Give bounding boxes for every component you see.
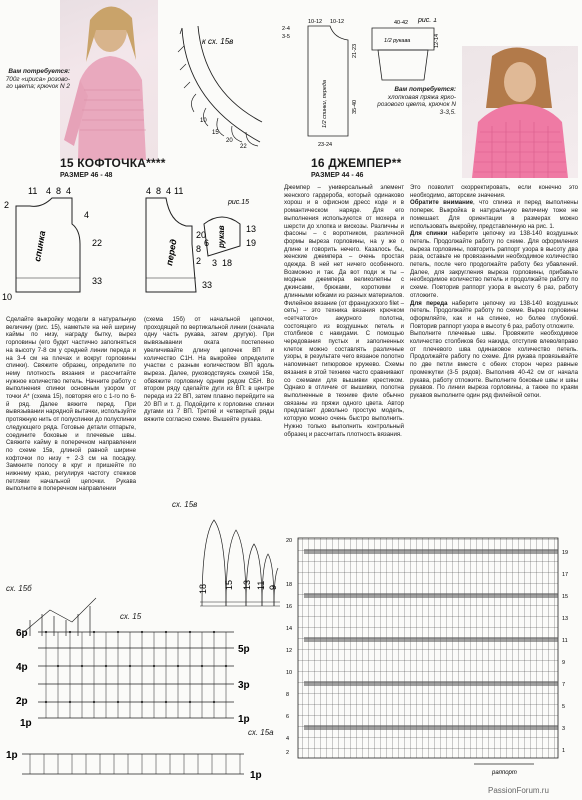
left-needed-box <box>2 68 70 91</box>
model-16-photo <box>462 46 578 178</box>
col4-back-head: Для спинки <box>410 230 448 238</box>
front-dim-side-1: 20 <box>196 230 207 240</box>
arc-number-15: 15 <box>224 579 234 590</box>
right-needed-text: хлопковая пряжа ярко-розового цвета, крючок N 3-3,5. <box>377 93 456 116</box>
half-sleeve-label: 1/2 рукава <box>384 38 411 44</box>
site-watermark: PassionForum.ru <box>488 786 549 795</box>
filet-row-3: 3 <box>562 726 566 732</box>
fig-15-label: рис.15 <box>228 199 250 206</box>
scheme-15a <box>0 734 280 798</box>
sleeve-dim-2: 19 <box>246 238 257 248</box>
col4-front-head: Для переда <box>410 299 448 307</box>
front-dim-side-2: 8 <box>196 244 202 254</box>
back-dim-top-3: 8 <box>56 186 62 196</box>
petal-diagram <box>160 22 265 172</box>
back-dim-side-5: 10 <box>2 292 13 302</box>
col4-intro: Это позволит скорректировать, если конечно это необходимо, авторские значения. <box>410 184 578 199</box>
filet-row-17: 17 <box>562 572 569 578</box>
scheme-15v <box>196 506 282 612</box>
sleeve-dim-3: 3 <box>212 258 218 268</box>
pattern-15-diagram <box>0 184 282 306</box>
front-dim-top-1: 4 <box>146 186 152 196</box>
back-label: спинка <box>32 229 48 263</box>
filet-row-6: 6 <box>286 714 290 720</box>
filet-row-1: 1 <box>562 748 566 754</box>
front-dim-top-3: 4 <box>166 186 172 196</box>
filet-row-8: 8 <box>286 692 290 698</box>
text-column-4 <box>410 184 578 400</box>
dim-sleeve-length: 40-42 <box>394 20 409 26</box>
filet-row-12: 12 <box>286 648 293 654</box>
dim-armhole: 21-23 <box>352 43 358 58</box>
row-label-1-left: 1р <box>20 718 32 729</box>
scheme-ref-label: к сх. 15в <box>202 37 234 46</box>
back-dim-top-4: 4 <box>66 186 72 196</box>
text-column-3: Джемпер – универсальный элемент женского гардероба, который одинаково хорош и в офисном дресс коде и в романтическом наряде. Для его выполнения используются от мохера и шерсти до хлопка и вискозы. Различны и фасоны – с воротником, различной формы выреза горловины, на у же о длине и говорить нечего. Казалось бы, женские джемпера – очень простая одежда. В ней нет ничего особенного. Возможно и так. Да вот поди ж ты – модные джемпера великолепны с джинсами, брюками, короткими и длинными юбками из разных материалов. Филейное вязание (от французского filet – сеть) – это техника вязания крючком «сетчатого» ажурного полотна, состоящего из воздушных петель и столбиков с накидами. С помощью чередования пустых и заполненных клеток можно составлять различные узоры, в результате чего вязаное полотно напоминает гипюровое кружево. Схемы вязания в этой технике часто сравнивают со схемами для вышивки крестиком. Однако в отличие от вышивки, полотна выполненные в технике филе обычно связаны из пряжи одного цвета. Автор предлагает довольно простую модель, которую можно очень быстро выполнить. Нужно только выполнить контрольный образец и рассчитать плотность вязания. <box>284 184 405 438</box>
dim-body-length: 35-40 <box>352 99 358 114</box>
dim-half-width: 23-24 <box>318 142 333 148</box>
col4-attention-head: Обратите внимание <box>410 199 473 207</box>
woman-blouse-illustration <box>60 0 158 160</box>
filet-row-7: 7 <box>562 682 566 688</box>
sleeve-dim-4: 18 <box>222 258 233 268</box>
model-15-size: РАЗМЕР 46 - 48 <box>60 172 113 179</box>
front-dim-top-2: 8 <box>156 186 162 196</box>
row-label-6: 6р <box>16 628 28 639</box>
back-dim-side-2: 4 <box>84 210 90 220</box>
filet-row-16: 16 <box>286 604 293 610</box>
petal-number-22: 22 <box>240 144 247 150</box>
filet-row-19: 19 <box>562 550 569 556</box>
row-label-5: 5р <box>238 644 250 655</box>
filet-row-18: 18 <box>286 582 293 588</box>
row-label-1-bottom-b: 1р <box>250 770 262 781</box>
rapport-label: раппорт <box>492 770 517 776</box>
row-label-3: 3р <box>238 680 250 691</box>
row-label-4: 4р <box>16 662 28 673</box>
dim-neck-depth-2: 3-5 <box>282 34 290 40</box>
scheme-15a-label: сх. 15а <box>248 728 274 737</box>
filet-chart <box>284 528 576 790</box>
arc-number-9: 9 <box>268 584 278 590</box>
model-15-photo <box>60 0 158 160</box>
dim-shoulder: 10-12 <box>330 19 345 25</box>
scheme-15b-label: сх. 15б <box>6 584 32 593</box>
filet-row-13: 13 <box>562 616 569 622</box>
right-needed-title: Вам потребуется: <box>394 86 456 93</box>
arc-number-11: 11 <box>256 580 266 590</box>
back-dim-side-1: 2 <box>4 200 10 210</box>
back-dim-top-1: 11 <box>28 186 38 196</box>
left-needed-text: 700г «ириса» розово-го цвета; крючок N 2 <box>5 75 70 91</box>
sleeve-label: рукав <box>217 225 226 248</box>
scheme-15-grid <box>16 618 256 730</box>
model-16-title: 16 ДЖЕМПЕР** <box>311 156 402 170</box>
front-dim-top-4: 11 <box>174 186 184 196</box>
back-dim-side-4: 33 <box>92 276 103 286</box>
row-label-1-right: 1р <box>238 714 250 725</box>
right-needed-box <box>376 86 456 116</box>
filet-row-11: 11 <box>562 638 568 644</box>
half-back-label: 1/2 спинки, переда <box>322 80 328 128</box>
front-dim-side-4: 33 <box>202 280 213 290</box>
dim-neck-width: 10-12 <box>308 19 323 25</box>
model-15-title: 15 КОФТОЧКА**** <box>60 156 166 170</box>
filet-row-14: 14 <box>286 626 293 632</box>
scheme-15v-label: сх. 15в <box>172 500 198 509</box>
filet-row-20: 20 <box>286 538 293 544</box>
left-needed-title: Вам потребуется: <box>8 68 70 75</box>
text-column-1: Сделайте выкройку модели в натуральную величину (рис. 15), наметьте на ней ширину каймы по низу, награду бытку, вырез горловины (его будет частично заполняться на высоту 7-8 см у средней линии переда и на 3-4 см на плечах и вокруг горловины спинки). Свяжите образец, определите по нему плотность вязания и рассчитайте нужное количество петель. Начните работу с выполнения спинки основным узором от точки А* (схема 15), повторяя его с 1-го по 6-й ряд. Далее вяжите перед. При вывязывании нарядной вытачки, используйте протяжную нить от полуспинки до полуспинки следующего ряда. Готовые детали отпарьте, соедините боковые и плечевые швы. Свяжите кайму в поперечном направлении по схеме 15в, длиной равной ширине кофточки по низу + 2-3 см на посадку. Замкните полосу в круг и пришейте по нижнему краю, регулируя частоту стежков петлями начальной цепочки. Рукава выполните в поперечном направлении <box>6 316 136 493</box>
woman-jumper-illustration <box>462 46 578 178</box>
col4-finish: Выполните плечевые швы. Провяжите необходимое количество столбиков без накида, отступив влево/вправо от плечевого шва одинаковое количество петель. Продолжайте работу по схеме. Для рукава провязывайте по две петли вместе с обеих сторон через равные промежутки (3-5 рядов). Выполнив 40-42 см от начала рукава, работу отложите. Выполните боковые швы и швы рукавов. По линии выреза горловины, а также по краям рукавов выполните один ряд филейной сетки. <box>410 330 578 399</box>
front-label: перед <box>164 238 179 267</box>
back-dim-side-3: 22 <box>92 238 103 248</box>
filet-row-4: 4 <box>286 736 290 742</box>
dim-neck-depth-1: 2-4 <box>282 26 290 32</box>
model-16-size: РАЗМЕР 44 - 46 <box>311 172 364 179</box>
col4-front: наберите цепочку из 138-140 воздушных петель. Продолжайте работу по схеме. Вырез горловины оформляйте, как и на спинке, но более глубокий. Повторив раппорт узора в высоту 6 раз, работу отложите. <box>410 299 578 330</box>
petal-number-15: 15 <box>212 130 219 136</box>
sleeve-dim-1: 13 <box>246 224 257 234</box>
back-dim-top-2: 4 <box>46 186 52 196</box>
col4-back: наберите цепочку из 138-140 воздушных петель. Продолжайте работу по схеме. Для оформления выреза горловины, повторить раппорт узора в высоту два раза, оставьте не провязанными необходимое количество петель, после чего продолжайте работу без убавлений. Далее, для закругления выреза горловины, прибавьте необходимое количество петель и продолжайте работу по схеме. Повторив раппорт узора в высоту 6 раз, работу отложите. <box>410 230 578 299</box>
text-column-2: (схема 15б) от начальной цепочки, проходящей по вертикальной линии (сначала одну часть рукава, затем другую). При вывязывании оката постепенно увеличивайте длину цепочек ВП и количество С1Н. На выкройке определите участки с разным количеством ВП вдоль выреза. Далее, руководствуясь схемой 15в, обвяжите горловину одним рядом СБН. Во втором ряду сделайте дуги из ВП: в центре переда из 22 ВП, затем плавно перейдите на 20 ВП и т. д. Подойдите к горловине спинки дугами из 7 ВП. Третий и четвертый ряды вяжите согласно схеме. Вышейте рукава. <box>144 316 274 424</box>
arc-number-18: 18 <box>198 583 208 594</box>
filet-row-5: 5 <box>562 704 566 710</box>
filet-row-9: 9 <box>562 660 566 666</box>
sleeve-dim-5: 6 <box>204 238 210 248</box>
filet-row-10: 10 <box>286 670 293 676</box>
fig-1-label: рис. 1 <box>418 18 438 24</box>
petal-number-10: 10 <box>200 118 207 124</box>
row-label-1-bottom-a: 1р <box>6 750 18 761</box>
row-label-2: 2р <box>16 696 28 707</box>
filet-row-2: 2 <box>286 750 290 756</box>
petal-number-20: 20 <box>226 138 233 144</box>
dim-sleeve-width: 12-14 <box>434 33 440 48</box>
scheme-15-label: сх. 15 <box>120 612 142 621</box>
arc-number-13: 13 <box>242 579 252 590</box>
front-dim-side-3: 2 <box>196 256 202 266</box>
col4-attention: , что спинка и перед выполнены поперек. Выкройка в натуральную величину тоже не помешает. Для ориентации в размерах можно использовать выкройку, представленную на рис. 1. <box>410 199 578 230</box>
filet-row-15: 15 <box>562 594 569 600</box>
